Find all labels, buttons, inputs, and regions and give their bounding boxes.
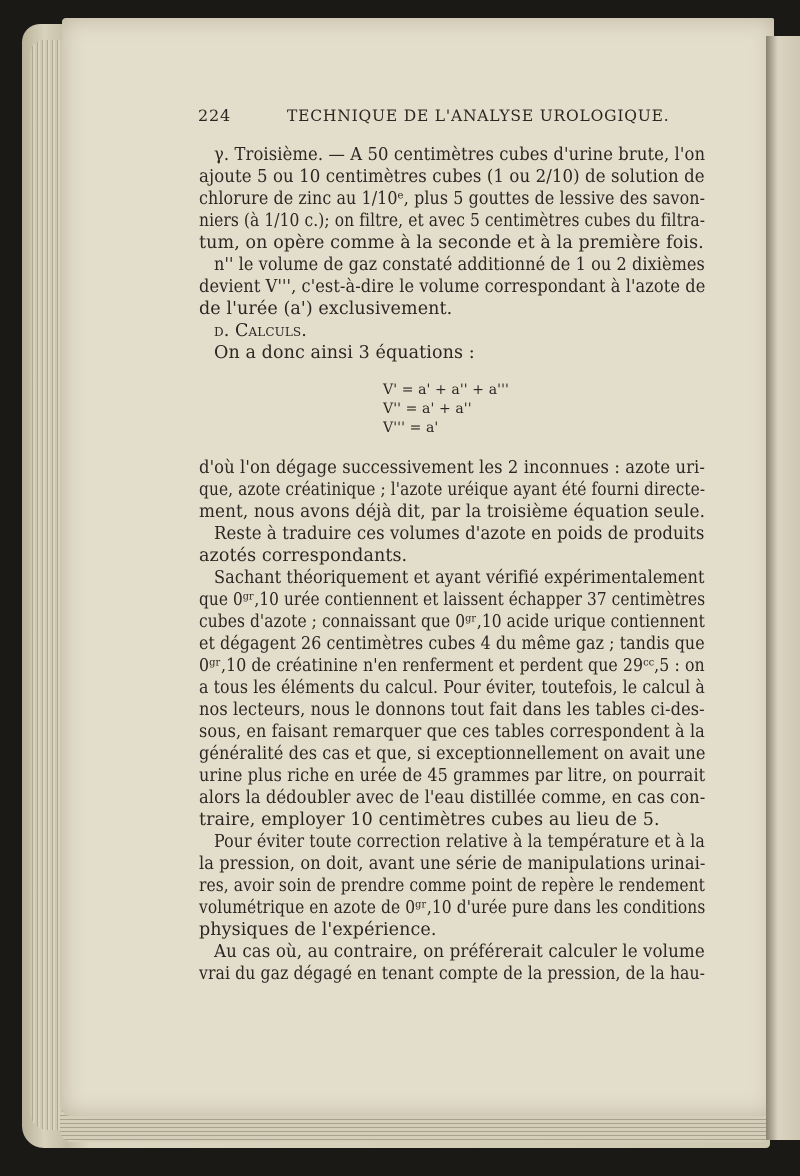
body-line: traire, employer 10 centimètres cubes au lieu de 5.: [199, 810, 660, 830]
body-line: physiques de l'expérience.: [199, 920, 437, 940]
body-line: niers (à 1/10 c.); on filtre, et avec 5 centimètres cubes du filtra-: [199, 211, 706, 231]
body-line: sous, en faisant remarquer que ces tables correspondent à la: [199, 722, 705, 742]
body-line: azotés correspondants.: [199, 546, 408, 566]
body-line: Reste à traduire ces volumes d'azote en poids de produits: [214, 524, 705, 544]
page-number: 224: [198, 106, 231, 125]
body-line: de l'urée (a') exclusivement.: [199, 299, 453, 319]
body-line: que, azote créatinique ; l'azote uréique ayant été fourni directe-: [199, 480, 706, 500]
body-line: On a donc ainsi 3 équations :: [214, 343, 475, 363]
body-line: 0ᵍʳ,10 de créatinine n'en renferment et perdent que 29ᶜᶜ,5 : on: [199, 656, 705, 676]
equation: V''' = a': [383, 420, 439, 436]
body-line: chlorure de zinc au 1/10ᵉ, plus 5 gouttes de lessive des savon-: [199, 189, 706, 209]
body-line: volumétrique en azote de 0ᵍʳ,10 d'urée pure dans les conditions: [199, 898, 706, 918]
body-line: ajoute 5 ou 10 centimètres cubes (1 ou 2/10) de solution de: [199, 167, 705, 187]
body-line: γ. Troisième. — A 50 centimètres cubes d'urine brute, l'on: [214, 145, 706, 165]
body-line: n'' le volume de gaz constaté additionné de 1 ou 2 dixièmes: [214, 255, 705, 275]
equation: V' = a' + a'' + a''': [383, 382, 509, 398]
body-line: devient V''', c'est-à-dire le volume correspondant à l'azote de: [199, 277, 706, 297]
body-line: que 0ᵍʳ,10 urée contiennent et laissent échapper 37 centimètres: [199, 590, 706, 610]
body-line: vrai du gaz dégagé en tenant compte de la pression, de la hau-: [199, 964, 706, 984]
body-line: res, avoir soin de prendre comme point de repère le rendement: [199, 876, 705, 896]
body-line: et dégagent 26 centimètres cubes 4 du même gaz ; tandis que: [199, 634, 705, 654]
running-title: TECHNIQUE DE L'ANALYSE UROLOGIQUE.: [287, 107, 670, 125]
body-line: d'où l'on dégage successivement les 2 inconnues : azote uri-: [199, 458, 705, 478]
body-line: ment, nous avons déjà dit, par la troisième équation seule.: [199, 502, 706, 522]
body-line: généralité des cas et que, si exceptionnellement on avait une: [199, 744, 706, 764]
body-line: alors la dédoubler avec de l'eau distillée comme, en cas con-: [199, 788, 706, 808]
body-line: Sachant théoriquement et ayant vérifié expérimentalement: [214, 568, 705, 588]
body-line: tum, on opère comme à la seconde et à la première fois.: [199, 233, 704, 253]
body-line: urine plus riche en urée de 45 grammes par litre, on pourrait: [199, 766, 706, 786]
body-line: a tous les éléments du calcul. Pour éviter, toutefois, le calcul à: [199, 678, 705, 698]
body-line: Pour éviter toute correction relative à la température et à la: [214, 832, 705, 852]
body-line: la pression, on doit, avant une série de manipulations urinai-: [199, 854, 706, 874]
section-heading: d. Calculs.: [214, 321, 307, 341]
equation: V'' = a' + a'': [383, 401, 472, 417]
body-line: cubes d'azote ; connaissant que 0ᵍʳ,10 acide urique contiennent: [199, 612, 705, 632]
body-line: Au cas où, au contraire, on préférerait calculer le volume: [214, 942, 705, 962]
body-line: nos lecteurs, nous le donnons tout fait dans les tables ci-des-: [199, 700, 705, 720]
